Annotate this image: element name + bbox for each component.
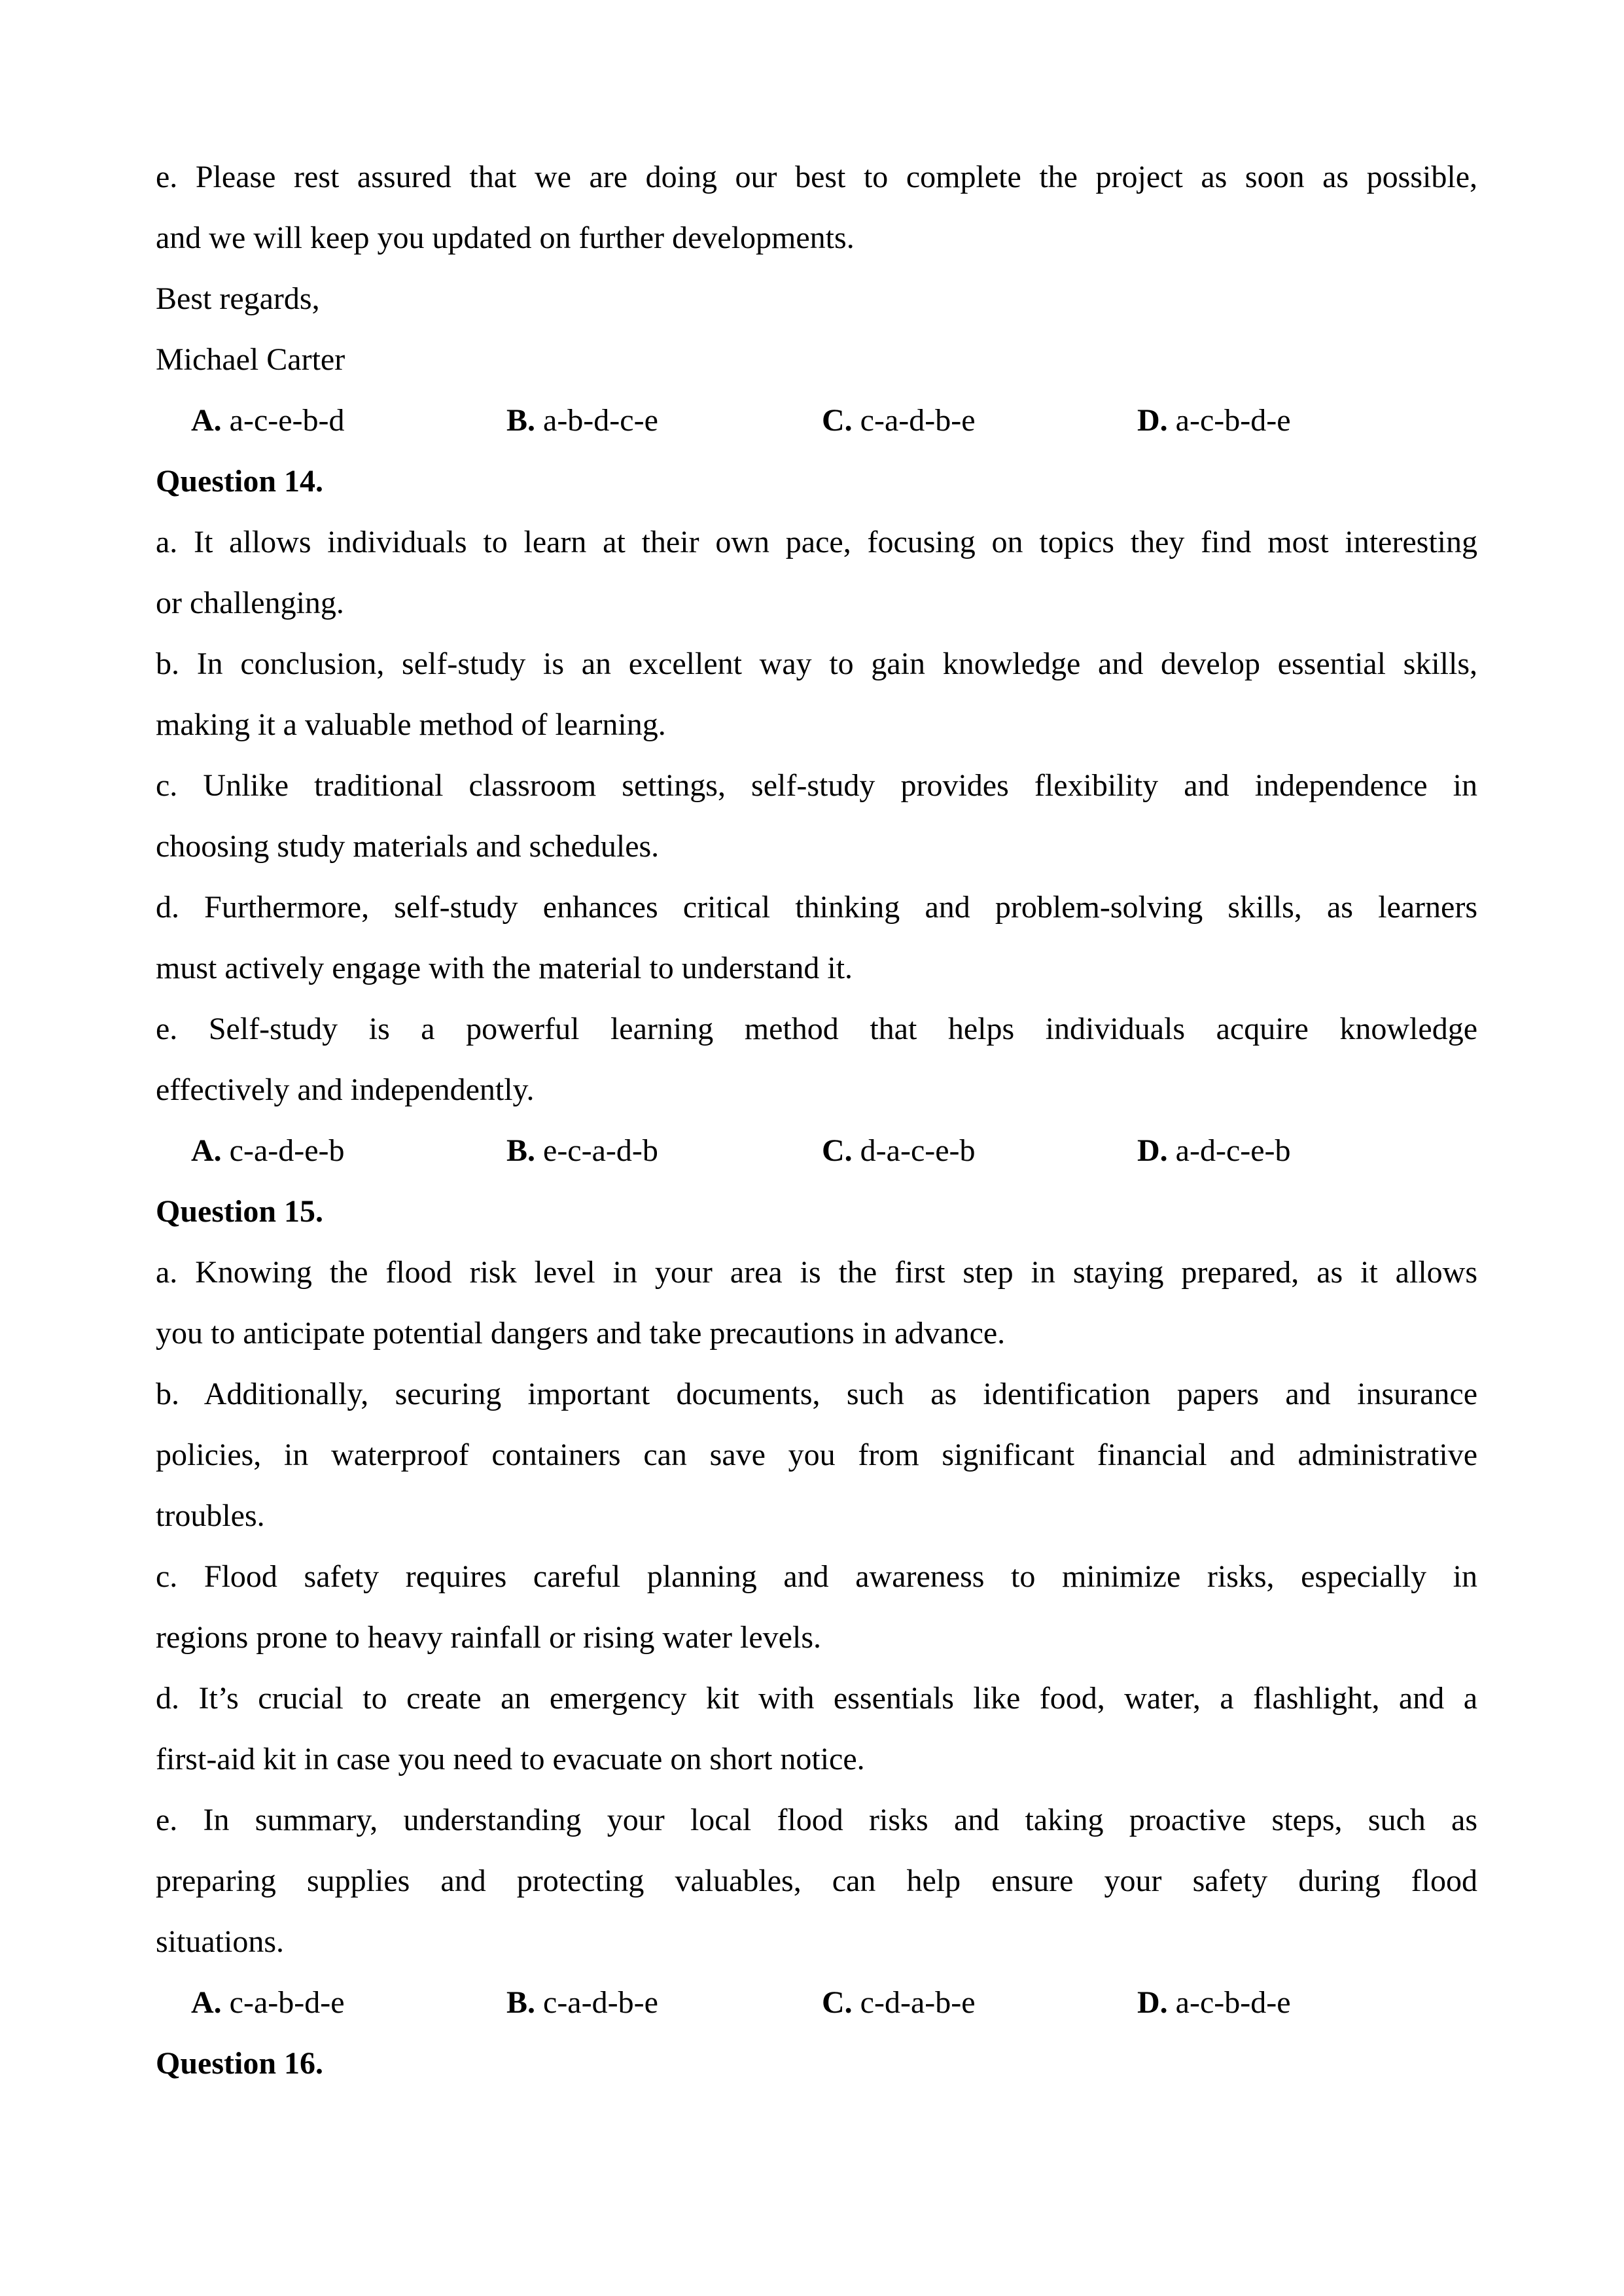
text-line: first-aid kit in case you need to evacuate on short notice. xyxy=(156,1742,865,1776)
option-sequence: a-c-b-d-e xyxy=(1175,403,1291,438)
question-heading: Question 15. xyxy=(156,1194,324,1229)
text-line: regions prone to heavy rainfall or rising water levels. xyxy=(156,1620,821,1655)
answer-option xyxy=(506,1972,822,2033)
answer-option xyxy=(1137,390,1291,451)
text-line: and we will keep you updated on further developments. xyxy=(156,221,855,255)
text-line: policies, in waterproof containers can save you from significant financial and administrative xyxy=(156,1438,1477,1472)
option-sequence: d-a-c-e-b xyxy=(860,1133,976,1168)
answer-option xyxy=(191,390,506,451)
text-line: preparing supplies and protecting valuables, can help ensure your safety during flood xyxy=(156,1863,1477,1898)
answer-options-row xyxy=(156,1120,1477,1181)
text-line: situations. xyxy=(156,1924,285,1959)
text-line: you to anticipate potential dangers and take precautions in advance. xyxy=(156,1316,1006,1351)
option-letter: B. xyxy=(506,1985,536,2020)
text-line: troubles. xyxy=(156,1498,265,1533)
text-line: e. Self-study is a powerful learning method that helps individuals acquire knowledge xyxy=(156,1012,1477,1046)
text-line: making it a valuable method of learning. xyxy=(156,707,666,742)
option-sequence: c-a-d-b-e xyxy=(860,403,976,438)
answer-options-row xyxy=(156,1972,1477,2033)
answer-option xyxy=(191,1120,506,1181)
option-letter: A. xyxy=(191,1133,222,1168)
answer-option xyxy=(822,390,1137,451)
answer-option xyxy=(1137,1120,1291,1181)
option-sequence: c-a-b-d-e xyxy=(229,1985,345,2020)
text-line: d. Furthermore, self-study enhances critical thinking and problem-solving skills, as learners xyxy=(156,890,1477,925)
option-sequence: a-c-b-d-e xyxy=(1175,1985,1291,2020)
option-sequence: a-b-d-c-e xyxy=(543,403,658,438)
option-letter: C. xyxy=(822,403,853,438)
text-line: a. Knowing the flood risk level in your area is the first step in staying prepared, as it allows xyxy=(156,1255,1477,1290)
option-sequence: a-c-e-b-d xyxy=(229,403,345,438)
option-letter: C. xyxy=(822,1985,853,2020)
document-content xyxy=(156,147,1477,2094)
answer-option xyxy=(506,390,822,451)
text-line: Best regards, xyxy=(156,281,320,316)
answer-options-row xyxy=(156,390,1477,451)
text-line: d. It’s crucial to create an emergency kit with essentials like food, water, a flashlight, and a xyxy=(156,1681,1477,1716)
option-letter: B. xyxy=(506,1133,536,1168)
option-sequence: e-c-a-d-b xyxy=(543,1133,658,1168)
option-sequence: c-a-d-e-b xyxy=(229,1133,345,1168)
option-sequence: a-d-c-e-b xyxy=(1175,1133,1291,1168)
text-line: e. In summary, understanding your local flood risks and taking proactive steps, such as xyxy=(156,1803,1477,1837)
option-letter: D. xyxy=(1137,1133,1168,1168)
text-line: c. Flood safety requires careful planning and awareness to minimize risks, especially in xyxy=(156,1559,1477,1594)
answer-option xyxy=(191,1972,506,2033)
answer-option xyxy=(506,1120,822,1181)
text-line: c. Unlike traditional classroom settings, self-study provides flexibility and independence in xyxy=(156,768,1477,803)
text-line: b. In conclusion, self-study is an excellent way to gain knowledge and develop essential skills, xyxy=(156,646,1477,681)
answer-option xyxy=(1137,1972,1291,2033)
option-letter: B. xyxy=(506,403,536,438)
question-heading: Question 16. xyxy=(156,2046,324,2081)
option-letter: C. xyxy=(822,1133,853,1168)
text-line: a. It allows individuals to learn at their own pace, focusing on topics they find most interesting xyxy=(156,525,1477,559)
text-line: choosing study materials and schedules. xyxy=(156,829,660,864)
option-letter: A. xyxy=(191,403,222,438)
option-letter: A. xyxy=(191,1985,222,2020)
answer-option xyxy=(822,1972,1137,2033)
text-line: Michael Carter xyxy=(156,342,345,377)
text-line: must actively engage with the material to understand it. xyxy=(156,951,853,985)
text-line: or challenging. xyxy=(156,586,344,620)
question-heading: Question 14. xyxy=(156,464,324,499)
option-letter: D. xyxy=(1137,403,1168,438)
answer-option xyxy=(822,1120,1137,1181)
text-line: e. Please rest assured that we are doing our best to complete the project as soon as possible, xyxy=(156,160,1477,194)
option-letter: D. xyxy=(1137,1985,1168,2020)
text-line: b. Additionally, securing important documents, such as identification papers and insurance xyxy=(156,1377,1477,1411)
option-sequence: c-d-a-b-e xyxy=(860,1985,976,2020)
text-line: effectively and independently. xyxy=(156,1072,535,1107)
option-sequence: c-a-d-b-e xyxy=(543,1985,658,2020)
